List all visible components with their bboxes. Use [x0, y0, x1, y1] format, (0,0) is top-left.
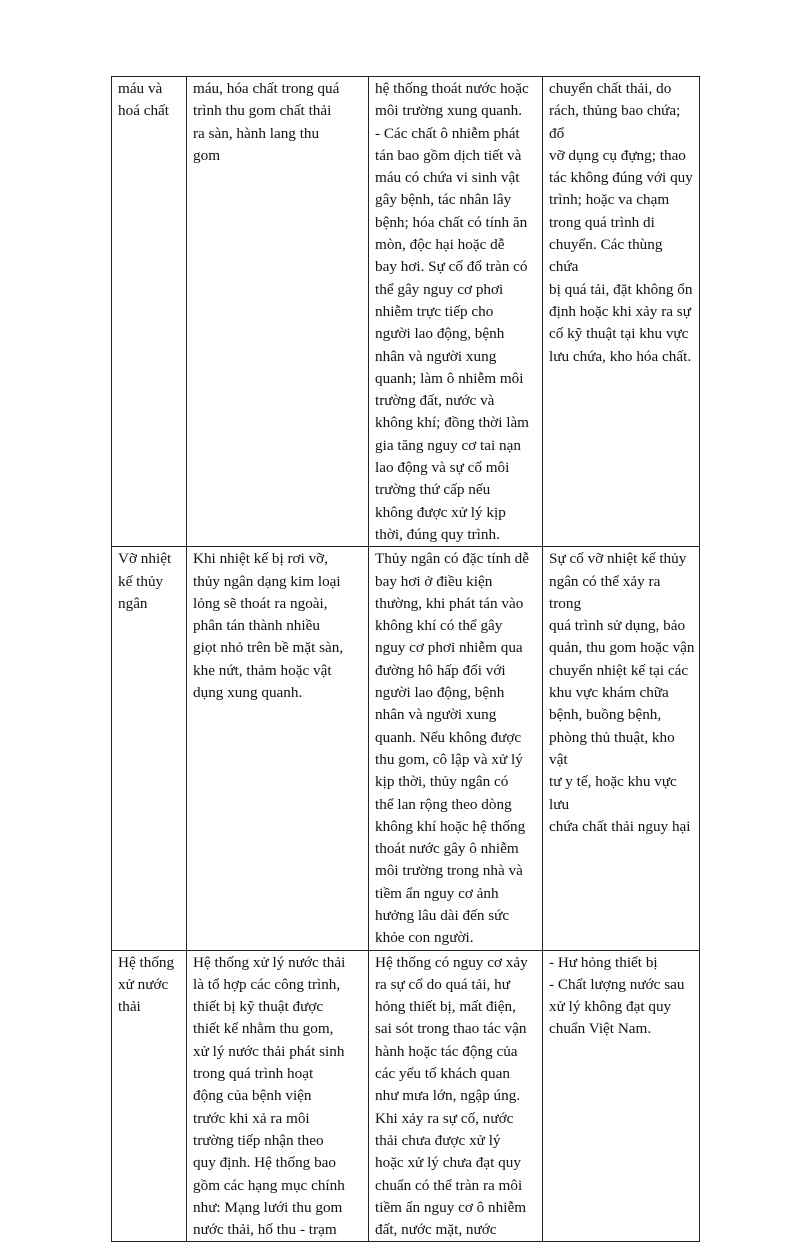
incident-cause-cell: [543, 950, 700, 1242]
incident-name-cell: [112, 950, 187, 1242]
incident-impact-cell: [369, 77, 543, 547]
incident-description: máu, hóa chất trong quá trình thu gom chất thải ra sàn, hành lang thu gom: [193, 80, 340, 164]
incident-name-cell: [112, 547, 187, 950]
incident-impact: Hệ thống có nguy cơ xảy ra sự cố do quá tải, hư hỏng thiết bị, mất điện, sai sót trong thao tác vận hành hoặc tác động của các yếu tố khách quan như mưa lớn, ngập úng. Khi xảy ra sự cố, nước thải chưa được xử lý hoặc xử lý chưa đạt quy chuẩn có thể tràn ra môi tiềm ẩn nguy cơ ô nhiễm đất, nước mặt, nước: [375, 953, 528, 1239]
incident-name: Vỡ nhiệt kế thủy ngân: [118, 550, 172, 612]
incident-name: máu và hoá chất: [118, 80, 170, 120]
incident-cause: - Hư hỏng thiết bị - Chất lượng nước sau xử lý không đạt quy chuẩn Việt Nam.: [549, 953, 685, 1038]
incident-description-cell: [187, 547, 369, 950]
incident-cause: Sự cố vỡ nhiệt kế thủy ngân có thể xảy ra trong quá trình sử dụng, bảo quản, thu gom hoặc vận chuyển nhiệt kế tại các khu vực khám chữa bệnh, buồng bệnh, phòng thủ thuật, kho vật tư y tế, hoặc khu vực lưu chứa chất thải nguy hại: [549, 550, 695, 835]
table-row: [112, 547, 700, 950]
incident-cause-cell: [543, 547, 700, 950]
incident-description-cell: [187, 77, 369, 547]
incident-impact: Thủy ngân có đặc tính dễ bay hơi ở điều kiện thường, khi phát tán vào không khí có thể gây nguy cơ phơi nhiễm qua đường hô hấp đối với người lao động, bệnh nhân và người xung quanh. Nếu không được thu gom, cô lập và xử lý kịp thời, thủy ngân có thể lan rộng theo dòng không khí hoặc hệ thống thoát nước gây ô nhiễm môi trường trong nhà và tiềm ẩn nguy cơ ảnh hưởng lâu dài đến sức khỏe con người.: [375, 550, 529, 947]
incident-cause-cell: [543, 77, 700, 547]
incident-impact: hệ thống thoát nước hoặc môi trường xung quanh. - Các chất ô nhiễm phát tán bao gồm dịch tiết và máu có chứa vi sinh vật gây bệnh, tác nhân lây bệnh; hóa chất có tính ăn mòn, độc hại hoặc dễ bay hơi. Sự cố đổ tràn có thể gây nguy cơ phơi nhiễm trực tiếp cho người lao động, bệnh nhân và người xung quanh; làm ô nhiễm môi trường đất, nước và không khí; đồng thời làm gia tăng nguy cơ tai nạn lao động và sự cố môi trường thứ cấp nếu không được xử lý kịp thời, đúng quy trình.: [375, 80, 529, 543]
incident-name-cell: [112, 77, 187, 547]
incident-description: Hệ thống xử lý nước thải là tổ hợp các công trình, thiết bị kỹ thuật được thiết kế nhằm thu gom, xử lý nước thải phát sinh trong quá trình hoạt động của bệnh viện trước khi xả ra môi trường tiếp nhận theo quy định. Hệ thống bao gồm các hạng mục chính như: Mạng lưới thu gom nước thải, hố thu - trạm: [193, 953, 346, 1239]
incident-name: Hệ thống xử nước thải: [118, 953, 175, 1016]
table-row: [112, 950, 700, 1242]
incident-description: Khi nhiệt kế bị rơi vỡ, thủy ngân dạng kim loại lỏng sẽ thoát ra ngoài, phân tán thành nhiều giọt nhỏ trên bề mặt sàn, khe nứt, thảm hoặc vật dụng xung quanh.: [193, 550, 344, 702]
risk-table: [111, 76, 700, 1242]
table-row: [112, 77, 700, 547]
incident-cause: chuyển chất thải, do rách, thủng bao chứa; đổ vỡ dụng cụ đựng; thao tác không đúng với quy trình; hoặc va chạm trong quá trình di chuyển. Các thùng chứa bị quá tải, đặt không ổn định hoặc khi xảy ra sự cố kỹ thuật tại khu vực lưu chứa, kho hóa chất.: [549, 80, 693, 365]
incident-impact-cell: [369, 547, 543, 950]
incident-description-cell: [187, 950, 369, 1242]
incident-impact-cell: [369, 950, 543, 1242]
